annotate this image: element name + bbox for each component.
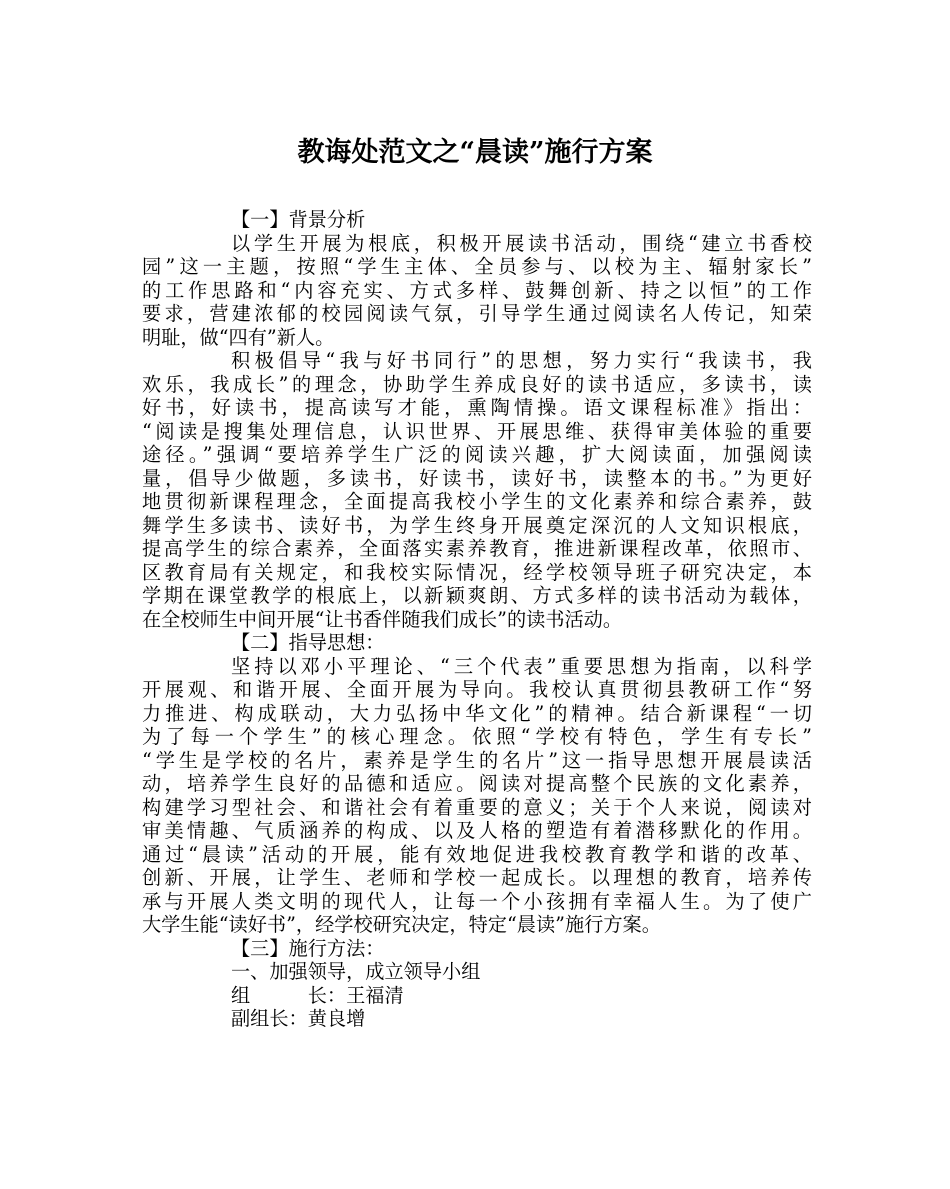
paragraph-line: “学生是学校的名片，素养是学生的名片”这一指导思想开展晨读活 <box>142 748 812 772</box>
paragraph-line: 区教育局有关规定，和我校实际情况，经学校领导班子研究决定，本 <box>142 560 812 584</box>
paragraph-line: 大学生能“读好书”，经学校研究决定，特定“晨读”施行方案。 <box>142 913 661 936</box>
section-heading-methods: 【三】施行方法： <box>231 936 385 960</box>
paragraph-line: 以学生开展为根底，积极开展读书活动，围绕“建立书香校 <box>231 231 812 255</box>
paragraph-line: 力推进、构成联动，大力弘扬中华文化”的精神。结合新课程“一切 <box>142 701 812 725</box>
document-body <box>142 208 812 1031</box>
list-item-leadership: 一、加强领导，成立领导小组 <box>231 960 481 983</box>
paragraph-line: 动，培养学生良好的品德和适应。阅读对提高整个民族的文化素养， <box>142 772 812 795</box>
paragraph-line: 开展观、和谐开展、全面开展为导向。我校认真贯彻县教研工作“努 <box>142 678 812 701</box>
paragraph-line: 要求，营建浓郁的校园阅读气氛，引导学生通过阅读名人传记，知荣 <box>142 302 812 325</box>
paragraph-line: 的工作思路和“内容充实、方式多样、鼓舞创新、持之以恒”的工作 <box>142 278 812 302</box>
paragraph-line: 欢乐，我成长”的理念，协助学生养成良好的读书适应，多读书，读 <box>142 372 812 396</box>
paragraph-line: 明耻，做“四有”新人。 <box>142 325 335 349</box>
section-heading-guiding-ideas: 【二】指导思想： <box>231 631 385 654</box>
paragraph-line: 积极倡导“我与好书同行”的思想，努力实行“我读书，我 <box>231 349 812 372</box>
paragraph-line: 地贯彻新课程理念，全面提高我校小学生的文化素养和综合素养，鼓 <box>142 490 812 513</box>
paragraph-line: 在全校师生中间开展“让书香伴随我们成长”的读书活动。 <box>142 607 623 631</box>
section-heading-background: 【一】背景分析 <box>231 208 366 231</box>
paragraph-line: 园”这一主题，按照“学生主体、全员参与、以校为主、辐射家长” <box>142 255 812 278</box>
list-item-deputy-leader: 副组长：黄良增 <box>231 1007 366 1030</box>
paragraph-line: 为了每一个学生”的核心理念。依照“学校有特色，学生有专长” <box>142 725 812 748</box>
paragraph-line: 坚持以邓小平理论、“三个代表”重要思想为指南，以科学 <box>231 654 812 678</box>
paragraph-line: 途径。”强调“要培养学生广泛的阅读兴趣，扩大阅读面，加强阅读 <box>142 443 812 466</box>
paragraph-line: 创新、开展，让学生、老师和学校一起成长。以理想的教育，培养传 <box>142 866 812 889</box>
paragraph-line: 量，倡导少做题，多读书，好读书，读好书，读整本的书。”为更好 <box>142 466 812 490</box>
paragraph-line: 学期在课堂教学的根底上，以新颖爽朗、方式多样的读书活动为载体， <box>142 584 812 607</box>
paragraph-line: 构建学习型社会、和谐社会有着重要的意义；关于个人来说，阅读对 <box>142 795 812 819</box>
paragraph-line: 好书，好读书，提高读写才能，熏陶情操。语文课程标准》指出： <box>142 396 812 419</box>
paragraph-line: 审美情趣、气质涵养的构成、以及人格的塑造有着潜移默化的作用。 <box>142 819 812 842</box>
paragraph-line: 提高学生的综合素养，全面落实素养教育，推进新课程改革，依照市、 <box>142 537 812 560</box>
document-title: 教诲处范文之“晨读”施行方案 <box>297 137 653 168</box>
paragraph-line: 承与开展人类文明的现代人，让每一个小孩拥有幸福人生。为了使广 <box>142 889 812 913</box>
paragraph-line: 舞学生多读书、读好书，为学生终身开展奠定深沉的人文知识根底， <box>142 513 812 537</box>
list-item-group-leader: 组 长：王福清 <box>231 983 404 1007</box>
paragraph-line: “阅读是搜集处理信息，认识世界、开展思维、获得审美体验的重要 <box>142 419 812 443</box>
paragraph-line: 通过“晨读”活动的开展，能有效地促进我校教育教学和谐的改革、 <box>142 842 812 866</box>
